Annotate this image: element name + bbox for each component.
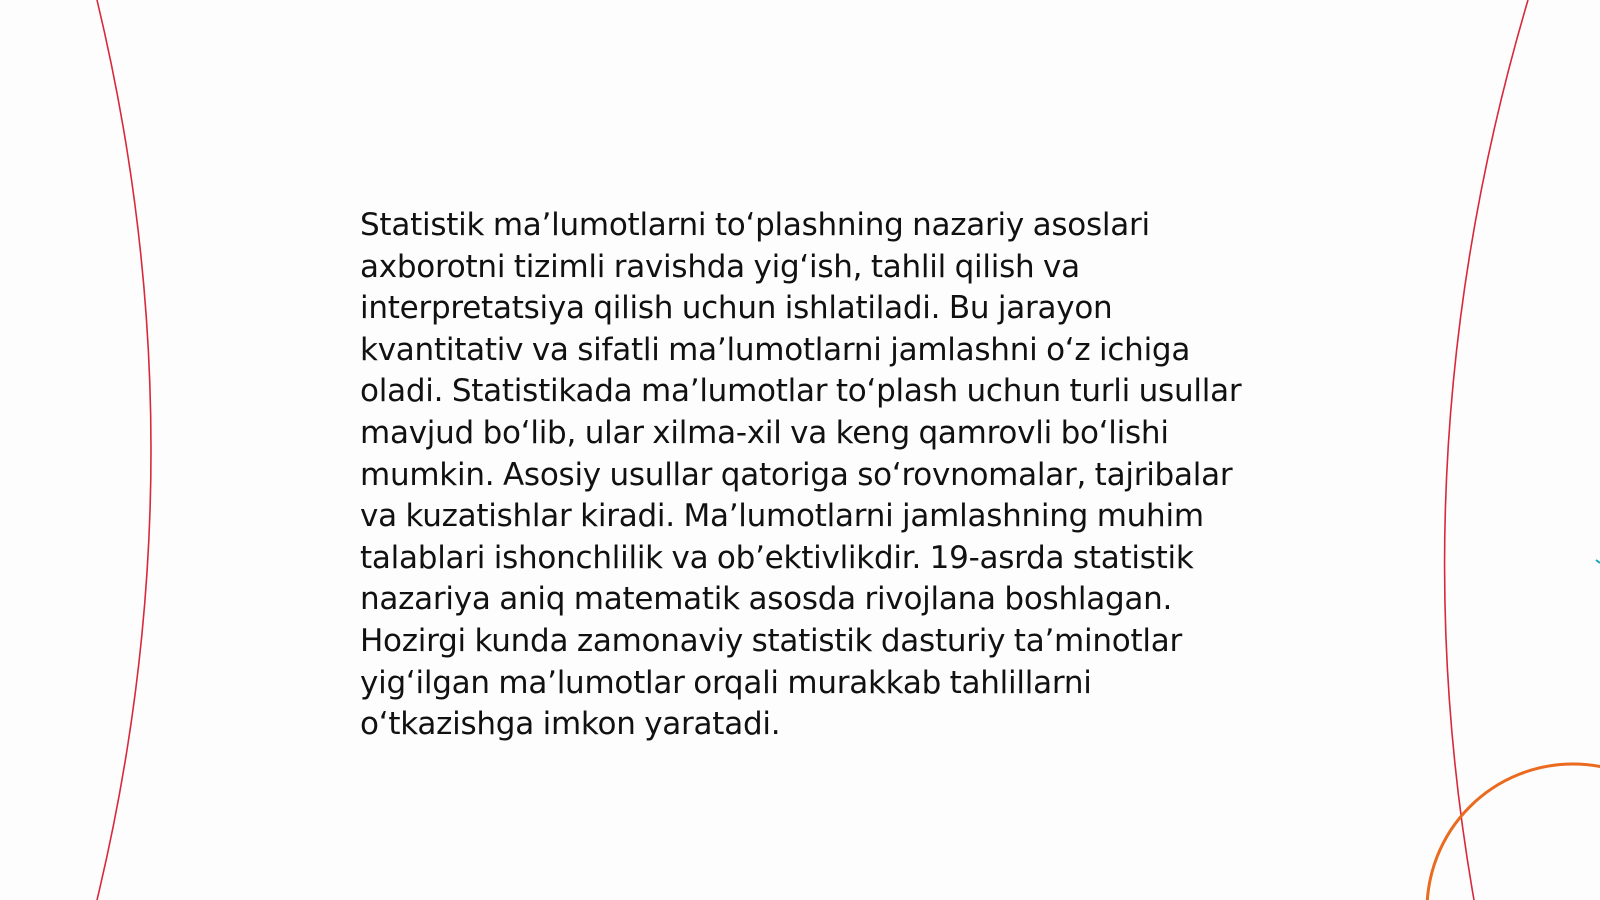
- text-line: kvantitativ va sifatli ma’lumotlarni jamlashni o‘z ichiga: [360, 331, 1191, 368]
- text-line: oladi. Statistikada ma’lumotlar to‘plash uchun turli: [360, 373, 1131, 410]
- text-line: yig‘ilgan ma’lumotlar orqali murakkab tahlillarni: [360, 664, 1092, 701]
- text-line: Statistik ma’lumotlarni to‘plashning nazariy asoslari: [360, 207, 1150, 243]
- left-red-arc: [97, 0, 151, 900]
- text-line: kunda zamonaviy statistik dasturiy ta’minotlar: [474, 622, 1182, 659]
- text-line: Ma’lumotlarni jamlashning muhim talablari: [360, 498, 1204, 576]
- text-line: bo‘lishi mumkin. Asosiy usullar qatoriga: [360, 414, 1169, 493]
- text-line: o‘tkazishga imkon yaratadi.: [360, 706, 781, 743]
- text-line: usullar mavjud bo‘lib, ular xilma-xil va keng qamrovli: [360, 373, 1242, 451]
- text-line: axborotni tizimli ravishda yig‘ish, tahlil qilish va: [360, 248, 1080, 285]
- right-red-arc: [1445, 0, 1528, 900]
- text-line: interpretatsiya qilish uchun ishlatiladi. Bu jarayon: [360, 290, 1113, 327]
- body-paragraph: [360, 205, 1260, 746]
- text-line: so‘rovnomalar, tajribalar va kuzatishlar kiradi.: [360, 456, 1233, 535]
- text-line: ishonchlilik va ob’ektivlikdir. 19-asrda statistik nazariya: [360, 539, 1194, 618]
- text-line: aniq matematik asosda rivojlana boshlagan. Hozirgi: [360, 581, 1173, 659]
- orange-ring: [1427, 764, 1600, 900]
- teal-tick-mark: [1596, 560, 1600, 563]
